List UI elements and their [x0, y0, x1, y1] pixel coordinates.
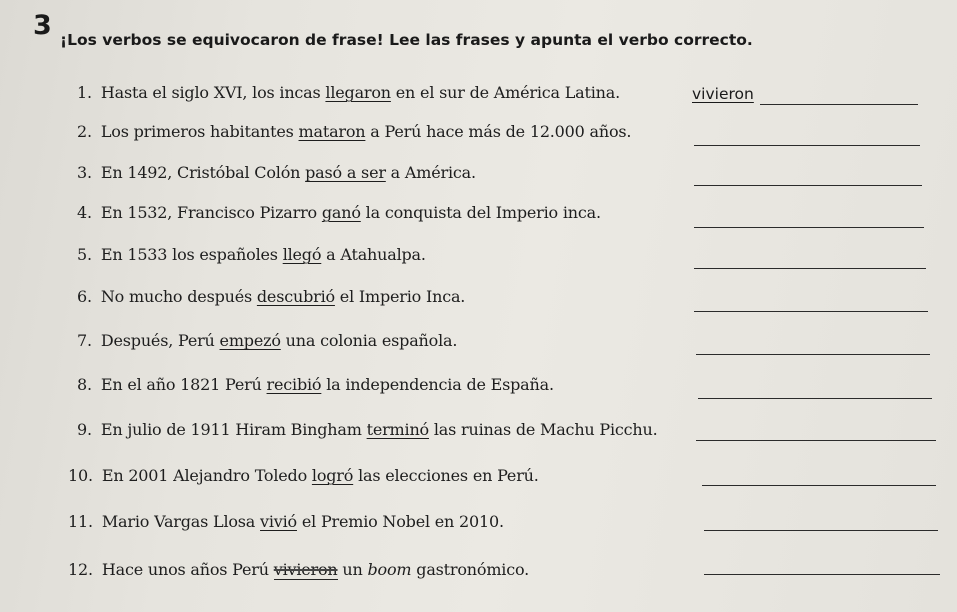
sentence-text-after: el Premio Nobel en 2010.	[296, 512, 504, 531]
sentence-text-after: a Atahualpa.	[321, 245, 426, 264]
item-number: 9.	[77, 420, 92, 439]
sentence-item-2	[77, 122, 631, 141]
wrong-verb: terminó	[366, 420, 429, 439]
item-number: 2.	[77, 122, 92, 141]
sentence-item-8	[77, 375, 554, 394]
answer-line-12[interactable]	[704, 574, 940, 575]
item-number: 4.	[77, 203, 92, 222]
sentence-text-after: a Perú hace más de 12.000 años.	[365, 122, 632, 141]
sentence-text-before: En 1492, Cristóbal Colón	[100, 163, 306, 182]
sentence-item-6	[77, 287, 465, 306]
item-number: 10.	[68, 466, 93, 485]
wrong-verb: logró	[311, 466, 354, 485]
wrong-verb: pasó a ser	[305, 163, 386, 182]
answer-line-8[interactable]	[698, 398, 932, 399]
answer-line-3[interactable]	[694, 185, 922, 186]
sentence-item-7	[77, 331, 457, 350]
sentence-item-12	[68, 560, 529, 579]
wrong-verb: llegó	[282, 245, 322, 264]
exercise-instruction: ¡Los verbos se equivocaron de frase! Lee las frases y apunta el verbo correcto.	[60, 31, 753, 49]
wrong-verb: vivió	[260, 512, 297, 531]
sentence-text-before: Hasta el siglo XVI, los incas	[100, 83, 326, 102]
sentence-item-4	[77, 203, 601, 222]
item-number: 8.	[77, 375, 92, 394]
wrong-verb: ganó	[321, 203, 361, 222]
sentence-text-before: En julio de 1911 Hiram Bingham	[100, 420, 367, 439]
wrong-verb: llegaron	[325, 83, 391, 102]
answer-text-1: vivieron	[692, 85, 754, 103]
sentence-item-10	[68, 466, 539, 485]
item-number: 5.	[77, 245, 92, 264]
sentence-text-after: en el sur de América Latina.	[390, 83, 620, 102]
answer-line-1[interactable]	[760, 104, 918, 105]
wrong-verb: descubrió	[256, 287, 335, 306]
sentence-item-11	[68, 512, 504, 531]
sentence-text-after: una colonia española.	[280, 331, 458, 350]
wrong-verb: mataron	[298, 122, 366, 141]
wrong-verb: recibió	[266, 375, 322, 394]
sentence-text-after: gastronómico.	[411, 560, 530, 579]
sentence-text-after: las ruinas de Machu Picchu.	[428, 420, 658, 439]
sentence-item-3	[77, 163, 476, 182]
sentence-text-after-pre: un	[337, 560, 368, 579]
answer-line-9[interactable]	[696, 440, 936, 441]
sentence-text-after: el Imperio Inca.	[334, 287, 466, 306]
wrong-verb: empezó	[219, 331, 281, 350]
item-number: 1.	[77, 83, 92, 102]
sentence-text-before: En 1533 los españoles	[100, 245, 283, 264]
sentence-item-9	[77, 420, 658, 439]
item-number: 11.	[68, 512, 93, 531]
sentence-text-after: la conquista del Imperio inca.	[360, 203, 601, 222]
answer-line-7[interactable]	[696, 354, 930, 355]
answer-line-2[interactable]	[694, 145, 920, 146]
sentence-text-before: En 2001 Alejandro Toledo	[101, 466, 312, 485]
answer-line-6[interactable]	[694, 311, 928, 312]
sentence-text-before: Hace unos años Perú	[101, 560, 274, 579]
sentence-item-1	[77, 83, 620, 102]
item-number: 3.	[77, 163, 92, 182]
item-number: 7.	[77, 331, 92, 350]
exercise-number: 3	[33, 10, 52, 41]
sentence-text-before: No mucho después	[100, 287, 257, 306]
sentence-text-before: En 1532, Francisco Pizarro	[100, 203, 322, 222]
sentence-item-5	[77, 245, 426, 264]
answer-line-5[interactable]	[694, 268, 926, 269]
sentence-text-before: Mario Vargas Llosa	[101, 512, 261, 531]
sentence-text-after: las elecciones en Perú.	[353, 466, 539, 485]
wrong-verb-crossed-out: vivieron	[273, 560, 338, 579]
answer-line-11[interactable]	[704, 530, 938, 531]
sentence-text-before: En el año 1821 Perú	[100, 375, 267, 394]
answer-line-4[interactable]	[694, 227, 924, 228]
answer-line-10[interactable]	[702, 485, 936, 486]
sentence-text-after: a América.	[385, 163, 476, 182]
item-number: 6.	[77, 287, 92, 306]
sentence-text-after: la independencia de España.	[321, 375, 554, 394]
sentence-text-before: Los primeros habitantes	[100, 122, 299, 141]
item-number: 12.	[68, 560, 93, 579]
sentence-text-before: Después, Perú	[100, 331, 220, 350]
sentence-text-italic: boom	[367, 560, 412, 579]
